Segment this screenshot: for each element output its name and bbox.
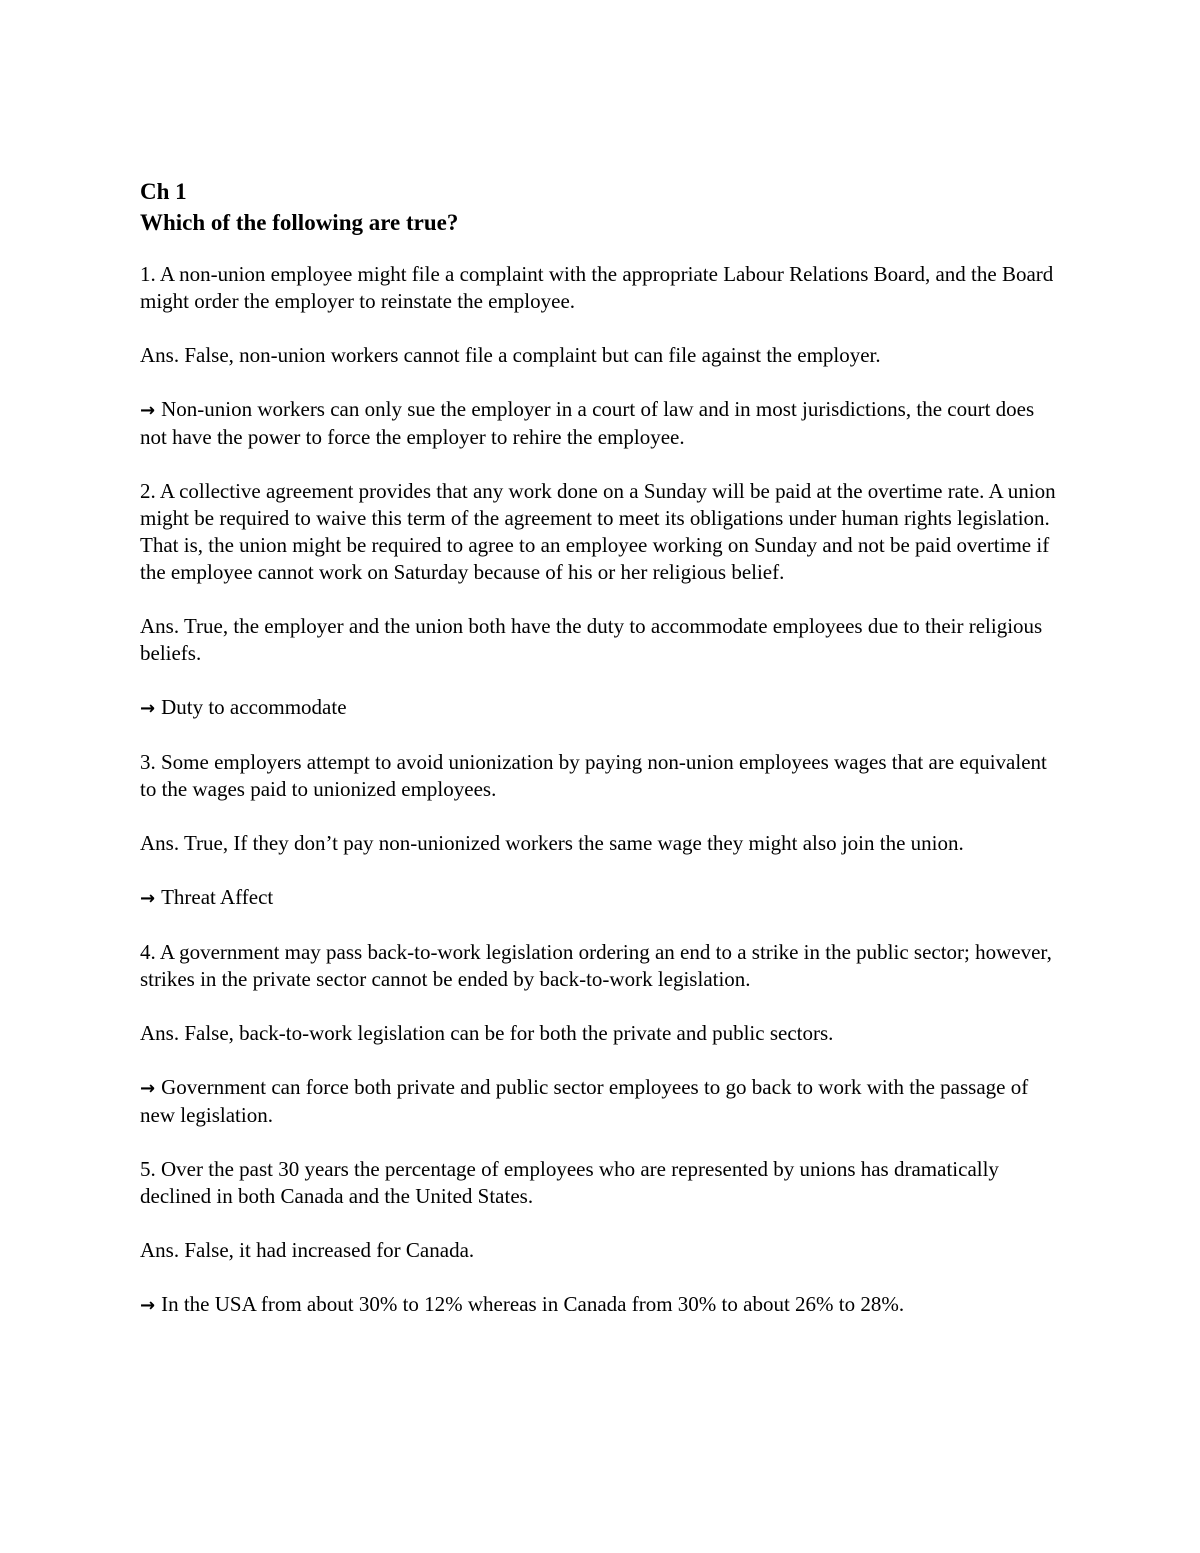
note-3-text: Threat Affect [161, 885, 274, 909]
answer-2: Ans. True, the employer and the union both have the duty to accommodate employees due to their religious beliefs. [140, 614, 1043, 665]
note-4-text: Government can force both private and public sector employees to go back to work with the passage of new legislation. [140, 1075, 1029, 1127]
arrow-right-icon: → [140, 698, 156, 719]
answer-5: Ans. False, it had increased for Canada. [140, 1238, 475, 1262]
answer-1: Ans. False, non-union workers cannot file a complaint but can file against the employer. [140, 343, 881, 367]
question-3: 3. Some employers attempt to avoid unionization by paying non-union employees wages that are equivalent to the wages paid to unionized employees. [140, 750, 1047, 801]
question-4: 4. A government may pass back-to-work legislation ordering an end to a strike in the public sector; however, strikes in the private sector cannot be ended by back-to-work legislation. [140, 940, 1052, 991]
question-2: 2. A collective agreement provides that any work done on a Sunday will be paid at the overtime rate. A union might be required to waive this term of the agreement to meet its obligations under human rights legislation. That is, the union might be required to agree to an employee working on Sunday and not be paid overtime if the employee cannot work on Saturday because of his or her religious belief. [140, 479, 1056, 584]
arrow-right-icon: → [140, 400, 156, 421]
arrow-right-icon: → [140, 1078, 156, 1099]
question-1: 1. A non-union employee might file a complaint with the appropriate Labour Relations Board, and the Board might order the employer to reinstate the employee. [140, 262, 1054, 313]
note-5-text: In the USA from about 30% to 12% whereas in Canada from 30% to about 26% to 28%. [161, 1292, 905, 1316]
arrow-right-icon: → [140, 1295, 156, 1316]
note-2-text: Duty to accommodate [161, 695, 347, 719]
document-page [140, 176, 1060, 1346]
note-5 [140, 1291, 1060, 1319]
answer-3: Ans. True, If they don’t pay non-unionized workers the same wage they might also join the union. [140, 831, 964, 855]
note-1-text: Non-union workers can only sue the employer in a court of law and in most jurisdictions, the court does not have the power to force the employer to rehire the employee. [140, 397, 1035, 449]
note-2 [140, 694, 1060, 722]
note-3 [140, 884, 1060, 912]
question-5: 5. Over the past 30 years the percentage of employees who are represented by unions has dramatically declined in both Canada and the United States. [140, 1157, 999, 1208]
answer-4: Ans. False, back-to-work legislation can be for both the private and public sectors. [140, 1021, 834, 1045]
note-4 [140, 1074, 1060, 1129]
chapter-heading: Ch 1 [140, 179, 187, 204]
page-title: Which of the following are true? [140, 210, 459, 235]
arrow-right-icon: → [140, 888, 156, 909]
note-1 [140, 396, 1060, 451]
